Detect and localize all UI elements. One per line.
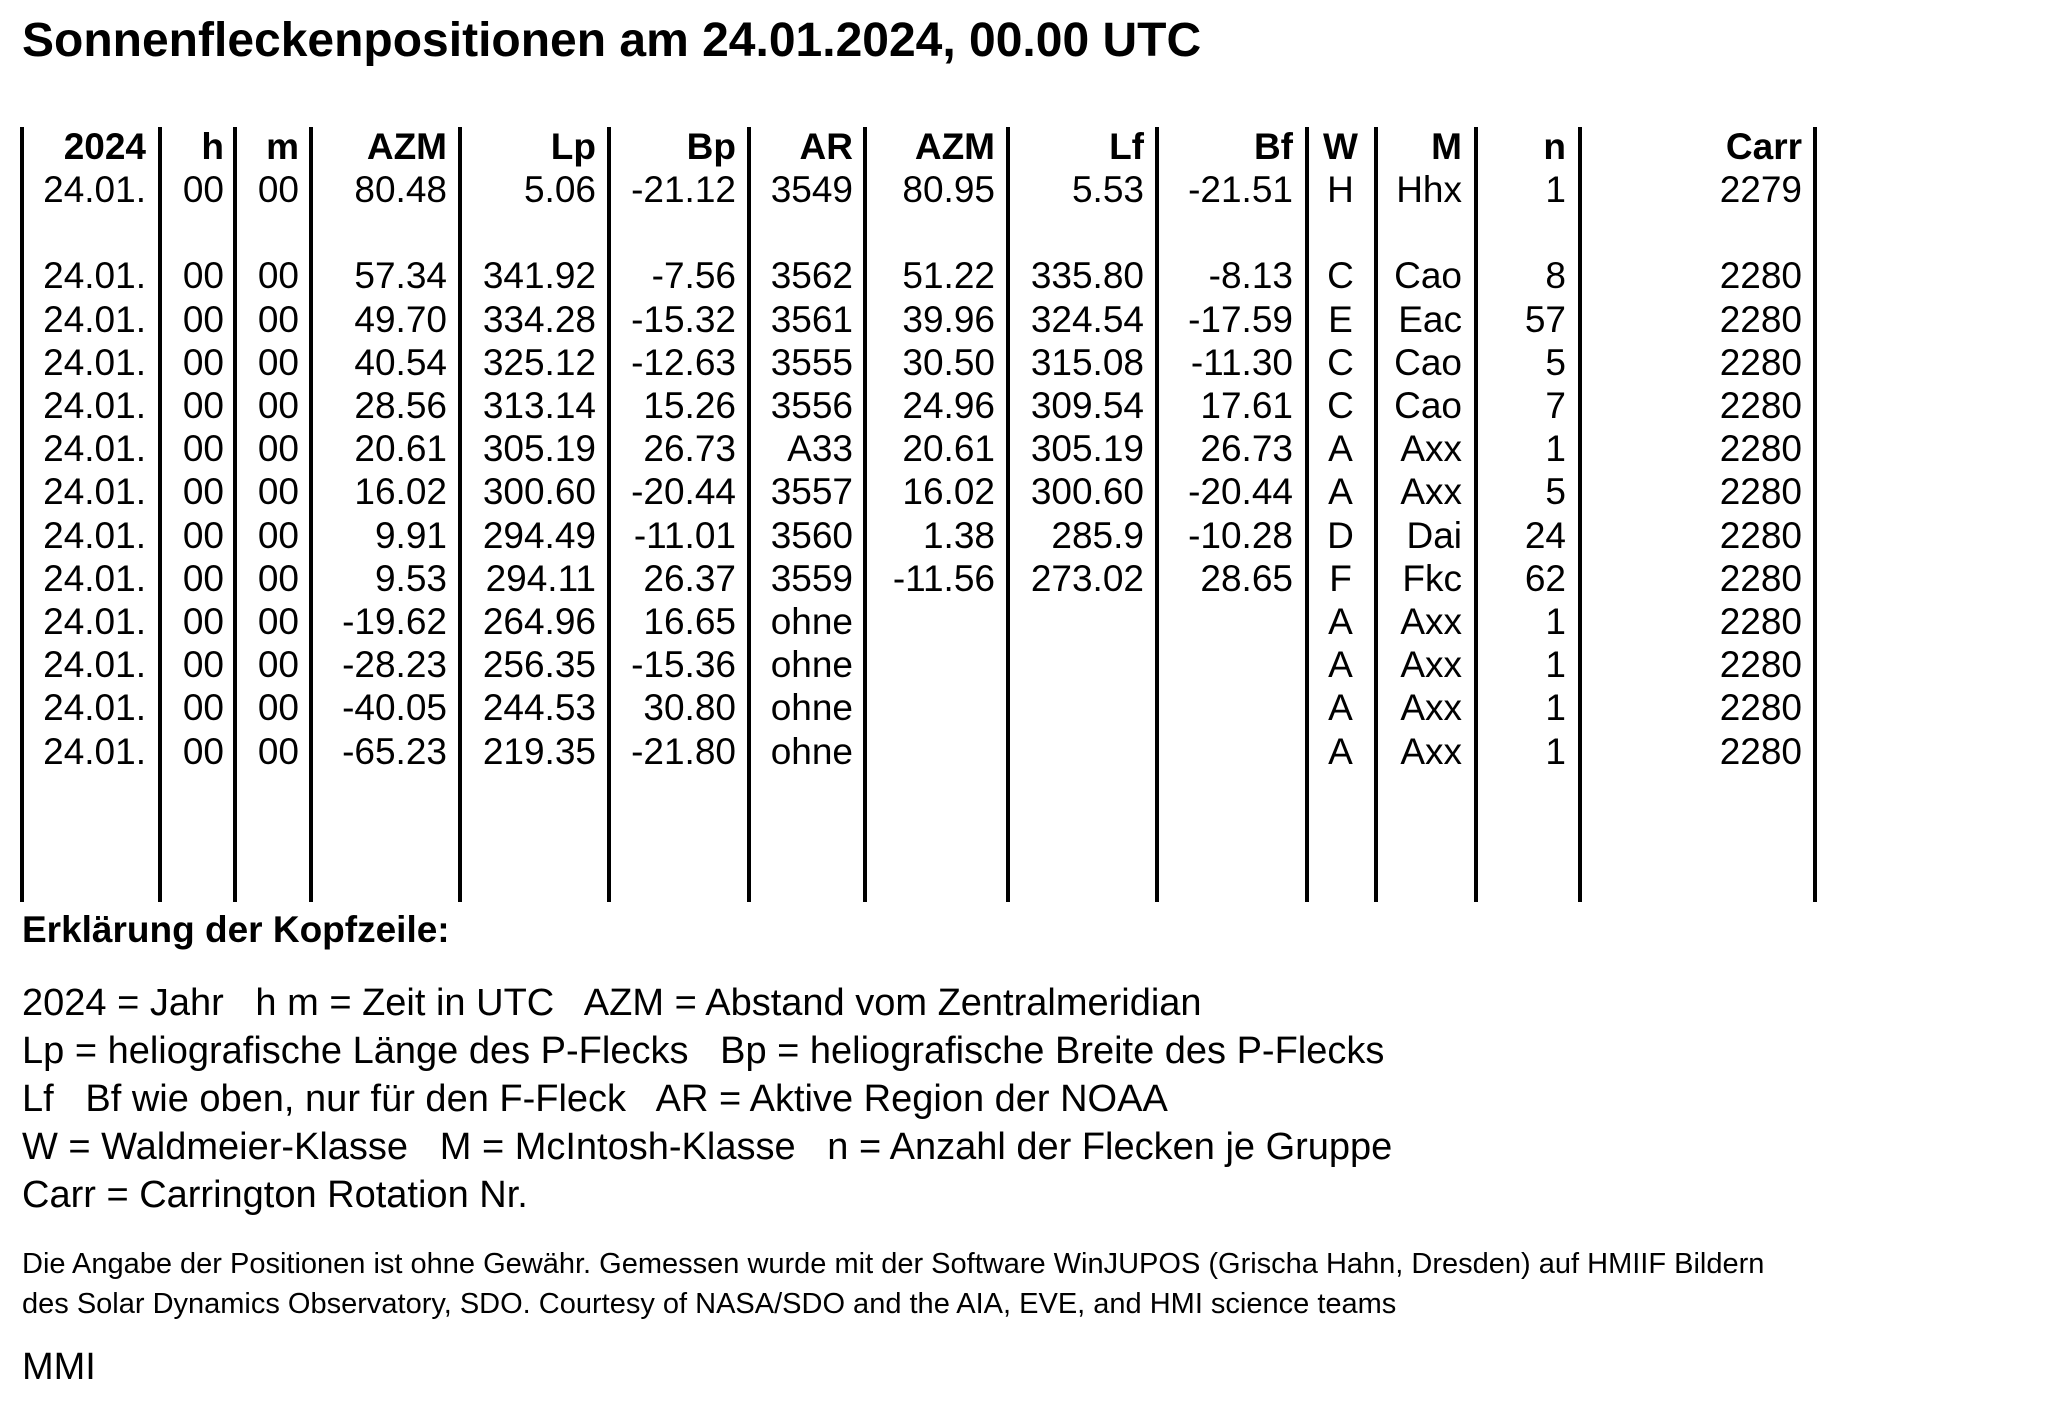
cell-mcintosh: Axx [1400,601,1462,642]
disclaimer-line: des Solar Dynamics Observatory, SDO. Courtesy of NASA/SDO and the AIA, EVE, and HMI science teams [22,1288,1397,1320]
cell-carrington: 2280 [1719,601,1802,642]
cell-ar: ohne [770,687,853,728]
cell-hour: 00 [182,515,224,556]
cell-lf: 324.54 [1030,299,1144,340]
cell-mcintosh: Axx [1400,471,1462,512]
cell-waldmeier: C [1327,385,1354,426]
table-row [0,643,2051,686]
cell-year: 24.01. [43,558,146,599]
cell-lp: 294.49 [482,515,596,556]
cell-azm-f: 1.38 [922,515,995,556]
cell-minute: 00 [257,471,299,512]
cell-lf: 305.19 [1030,428,1144,469]
cell-bp: -15.36 [631,644,736,685]
cell-minute: 00 [257,558,299,599]
cell-bp: 26.37 [643,558,736,599]
cell-bp: -21.12 [631,169,736,210]
cell-lf: 285.9 [1051,515,1144,556]
header-hour: h [201,126,224,167]
cell-bp: -20.44 [631,471,736,512]
cell-azm-p: 80.48 [354,169,447,210]
cell-lp: 305.19 [482,428,596,469]
cell-hour: 00 [182,428,224,469]
cell-hour: 00 [182,471,224,512]
cell-bp: 30.80 [643,687,736,728]
cell-count: 5 [1545,471,1566,512]
cell-waldmeier: D [1327,515,1354,556]
cell-azm-p: -40.05 [342,687,447,728]
cell-waldmeier: A [1328,428,1353,469]
cell-ar: 3557 [770,471,853,512]
cell-azm-f: 16.02 [902,471,995,512]
header-carrington: Carr [1725,126,1802,167]
cell-bp: -21.80 [631,731,736,772]
cell-waldmeier: A [1328,471,1353,512]
cell-minute: 00 [257,601,299,642]
cell-azm-p: -28.23 [342,644,447,685]
legend-line: Lf Bf wie oben, nur für den F-Fleck AR = Aktive Region der NOAA [22,1078,1168,1120]
cell-hour: 00 [182,299,224,340]
cell-count: 1 [1545,428,1566,469]
header-count: n [1543,126,1566,167]
cell-minute: 00 [257,255,299,296]
cell-azm-f: 39.96 [902,299,995,340]
cell-year: 24.01. [43,169,146,210]
table-row [0,341,2051,384]
cell-azm-f: 30.50 [902,342,995,383]
cell-lf: 5.53 [1071,169,1144,210]
cell-mcintosh: Dai [1406,515,1462,556]
cell-ar: ohne [770,644,853,685]
cell-minute: 00 [257,515,299,556]
cell-minute: 00 [257,342,299,383]
table-row [0,298,2051,341]
cell-lp: 256.35 [482,644,596,685]
cell-mcintosh: Eac [1398,299,1462,340]
cell-bf: 17.61 [1200,385,1293,426]
cell-bp: -15.32 [631,299,736,340]
cell-carrington: 2279 [1719,169,1802,210]
cell-carrington: 2280 [1719,644,1802,685]
cell-azm-p: 49.70 [354,299,447,340]
table-row [0,686,2051,729]
cell-hour: 00 [182,687,224,728]
cell-hour: 00 [182,342,224,383]
cell-mcintosh: Cao [1394,342,1462,383]
cell-waldmeier: C [1327,342,1354,383]
legend-line: 2024 = Jahr h m = Zeit in UTC AZM = Abstand vom Zentralmeridian [22,982,1202,1024]
cell-count: 57 [1524,299,1566,340]
cell-year: 24.01. [43,471,146,512]
cell-year: 24.01. [43,601,146,642]
table-row [0,514,2051,557]
header-bp: Bp [686,126,736,167]
cell-azm-p: 9.53 [374,558,447,599]
cell-azm-p: -65.23 [342,731,447,772]
cell-lp: 219.35 [482,731,596,772]
legend-line: Lp = heliografische Länge des P-Flecks Bp = heliografische Breite des P-Flecks [22,1030,1385,1072]
header-year: 2024 [63,126,146,167]
table-row [0,600,2051,643]
cell-ar: A33 [787,428,853,469]
cell-count: 1 [1545,731,1566,772]
legend-heading: Erklärung der Kopfzeile: [22,909,450,950]
cell-azm-p: 40.54 [354,342,447,383]
page-title: Sonnenfleckenpositionen am 24.01.2024, 00.00 UTC [22,14,1202,67]
cell-carrington: 2280 [1719,731,1802,772]
cell-bf: -8.13 [1208,255,1293,296]
cell-bf: 26.73 [1200,428,1293,469]
cell-mcintosh: Axx [1400,731,1462,772]
cell-hour: 00 [182,644,224,685]
cell-carrington: 2280 [1719,471,1802,512]
cell-bf: -20.44 [1188,471,1293,512]
cell-bp: -7.56 [651,255,736,296]
cell-carrington: 2280 [1719,428,1802,469]
cell-year: 24.01. [43,515,146,556]
cell-azm-f: 51.22 [902,255,995,296]
header-bf: Bf [1253,126,1293,167]
header-waldmeier: W [1323,126,1358,167]
cell-lp: 264.96 [482,601,596,642]
cell-lp: 300.60 [482,471,596,512]
footer-signature: MMI [22,1346,96,1388]
cell-minute: 00 [257,644,299,685]
cell-carrington: 2280 [1719,687,1802,728]
header-mcintosh: M [1431,126,1462,167]
cell-mcintosh: Axx [1400,687,1462,728]
cell-minute: 00 [257,687,299,728]
table-row [0,730,2051,773]
cell-mcintosh: Cao [1394,255,1462,296]
cell-ar: 3560 [770,515,853,556]
cell-year: 24.01. [43,731,146,772]
cell-lf: 335.80 [1030,255,1144,296]
cell-azm-p: 9.91 [374,515,447,556]
cell-ar: 3549 [770,169,853,210]
cell-hour: 00 [182,385,224,426]
cell-ar: 3555 [770,342,853,383]
cell-count: 62 [1524,558,1566,599]
cell-year: 24.01. [43,385,146,426]
cell-waldmeier: E [1328,299,1353,340]
cell-bp: 16.65 [643,601,736,642]
cell-mcintosh: Cao [1394,385,1462,426]
header-lf: Lf [1109,126,1144,167]
cell-azm-p: 16.02 [354,471,447,512]
cell-bp: 26.73 [643,428,736,469]
cell-count: 7 [1545,385,1566,426]
cell-mcintosh: Axx [1400,428,1462,469]
cell-count: 24 [1524,515,1566,556]
cell-lp: 334.28 [482,299,596,340]
cell-year: 24.01. [43,255,146,296]
cell-bf: -11.30 [1190,342,1293,383]
cell-count: 8 [1545,255,1566,296]
cell-lf: 273.02 [1030,558,1144,599]
cell-minute: 00 [257,385,299,426]
cell-bf: -10.28 [1188,515,1293,556]
header-azm-f: AZM [914,126,995,167]
table-row [0,168,2051,211]
cell-count: 1 [1545,601,1566,642]
cell-bf: -17.59 [1188,299,1293,340]
cell-azm-f: 80.95 [902,169,995,210]
cell-minute: 00 [257,169,299,210]
cell-ar: ohne [770,601,853,642]
cell-waldmeier: A [1328,601,1353,642]
cell-year: 24.01. [43,428,146,469]
table-row [0,470,2051,513]
cell-azm-p: -19.62 [342,601,447,642]
cell-lp: 325.12 [482,342,596,383]
cell-waldmeier: A [1328,644,1353,685]
header-lp: Lp [550,126,596,167]
cell-minute: 00 [257,731,299,772]
cell-hour: 00 [182,255,224,296]
cell-mcintosh: Fkc [1402,558,1462,599]
cell-count: 5 [1545,342,1566,383]
cell-mcintosh: Axx [1400,644,1462,685]
cell-lp: 294.11 [485,558,596,599]
cell-minute: 00 [257,299,299,340]
table-row [0,384,2051,427]
cell-count: 1 [1545,687,1566,728]
cell-azm-p: 28.56 [354,385,447,426]
cell-carrington: 2280 [1719,515,1802,556]
disclaimer-line: Die Angabe der Positionen ist ohne Gewähr. Gemessen wurde mit der Software WinJUPOS (Grischa Hahn, Dresden) auf HMIIF Bildern [22,1248,1765,1280]
cell-bf: -21.51 [1188,169,1293,210]
cell-waldmeier: A [1328,687,1353,728]
legend-line: W = Waldmeier-Klasse M = McIntosh-Klasse n = Anzahl der Flecken je Gruppe [22,1126,1393,1168]
cell-lp: 313.14 [482,385,596,426]
cell-bp: 15.26 [643,385,736,426]
cell-bp: -12.63 [631,342,736,383]
cell-ar: 3562 [770,255,853,296]
table-header-row [0,125,2051,168]
header-ar: AR [799,126,853,167]
table-row [0,427,2051,470]
cell-hour: 00 [182,558,224,599]
cell-count: 1 [1545,644,1566,685]
cell-waldmeier: H [1327,169,1354,210]
cell-waldmeier: F [1329,558,1352,599]
cell-azm-p: 20.61 [354,428,447,469]
cell-lf: 309.54 [1030,385,1144,426]
cell-lf: 300.60 [1030,471,1144,512]
legend-line: Carr = Carrington Rotation Nr. [22,1174,528,1216]
cell-azm-f: 24.96 [902,385,995,426]
cell-minute: 00 [257,428,299,469]
cell-mcintosh: Hhx [1396,169,1462,210]
cell-lp: 244.53 [482,687,596,728]
cell-count: 1 [1545,169,1566,210]
cell-hour: 00 [182,169,224,210]
table-row [0,557,2051,600]
cell-lp: 5.06 [523,169,596,210]
cell-ar: ohne [770,731,853,772]
cell-waldmeier: C [1327,255,1354,296]
cell-hour: 00 [182,731,224,772]
cell-bf: 28.65 [1200,558,1293,599]
cell-carrington: 2280 [1719,558,1802,599]
cell-ar: 3556 [770,385,853,426]
header-azm-p: AZM [366,126,447,167]
table-row [0,254,2051,297]
cell-azm-f: 20.61 [902,428,995,469]
cell-waldmeier: A [1328,731,1353,772]
cell-bp: -11.01 [633,515,736,556]
cell-carrington: 2280 [1719,385,1802,426]
cell-year: 24.01. [43,299,146,340]
cell-hour: 00 [182,601,224,642]
cell-carrington: 2280 [1719,342,1802,383]
cell-carrington: 2280 [1719,299,1802,340]
table-row [0,211,2051,254]
cell-carrington: 2280 [1719,255,1802,296]
cell-ar: 3561 [770,299,853,340]
cell-year: 24.01. [43,644,146,685]
cell-lf: 315.08 [1030,342,1144,383]
cell-lp: 341.92 [482,255,596,296]
cell-ar: 3559 [770,558,853,599]
cell-azm-f: -11.56 [892,558,995,599]
cell-year: 24.01. [43,687,146,728]
header-minute: m [266,126,299,167]
cell-azm-p: 57.34 [354,255,447,296]
cell-year: 24.01. [43,342,146,383]
